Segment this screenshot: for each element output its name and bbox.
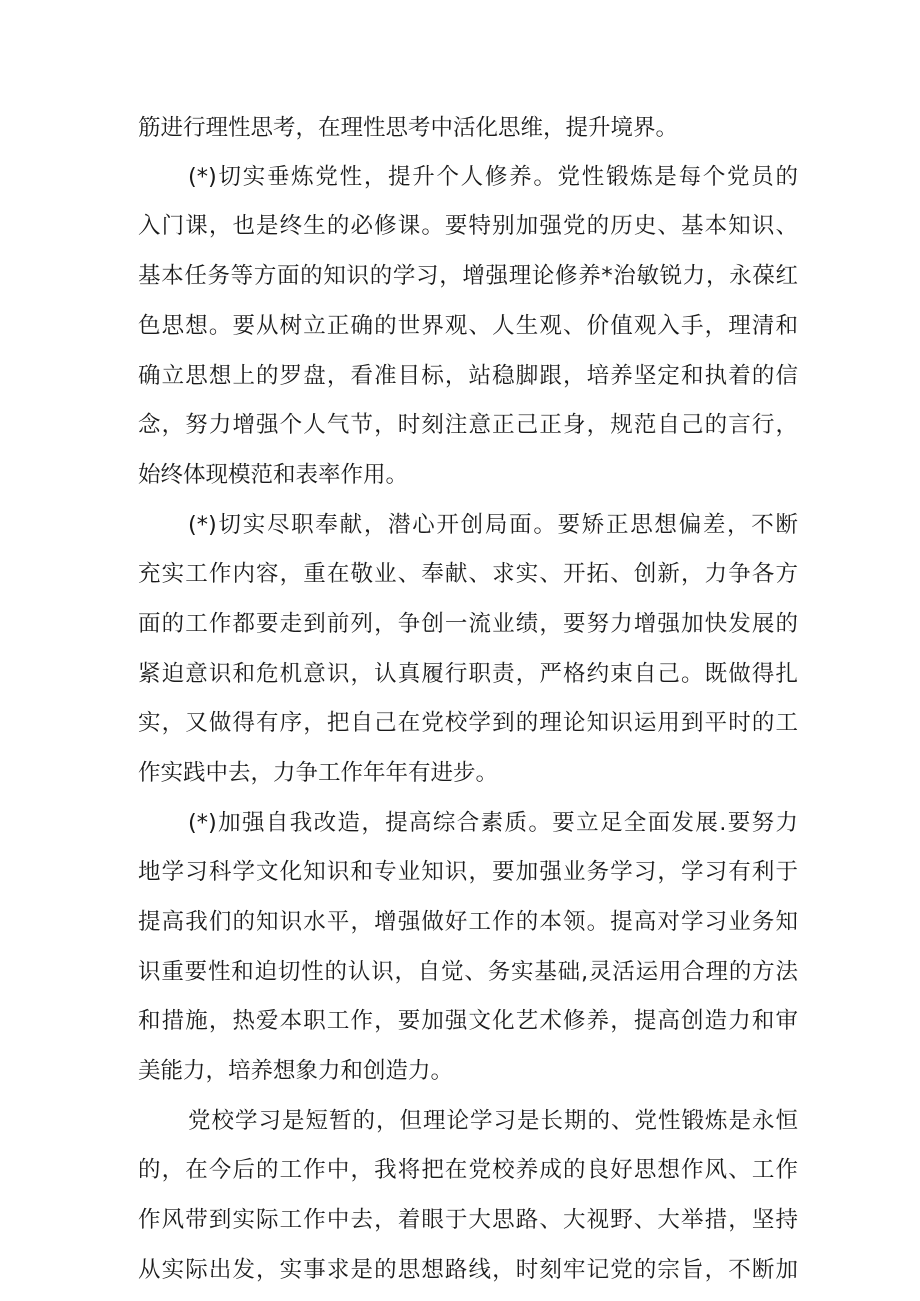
paragraph-line: 实，又做得有序，把自己在党校学到的理论知识运用到平时的工: [138, 710, 798, 736]
paragraph-line: 入门课，也是终生的必修课。要特别加强党的历史、基本知识、: [138, 213, 798, 239]
paragraph-line: 确立思想上的罗盘，看准目标，站稳脚跟，培养坚定和执着的信: [138, 363, 798, 389]
paragraph-line: 地学习科学文化知识和专业知识，要加强业务学习，学习有利于: [138, 859, 798, 885]
paragraph-line: 提高我们的知识水平，增强做好工作的本领。提高对学习业务知: [138, 909, 798, 935]
paragraph-line: 充实工作内容，重在敬业、奉献、求实、开拓、创新，力争各方: [138, 561, 798, 587]
paragraph-line: 始终体现模范和表率作用。: [138, 462, 409, 488]
paragraph-line: 识重要性和迫切性的认识，自觉、务实基础,灵活运用合理的方法: [138, 959, 798, 985]
paragraph-line: 的，在今后的工作中，我将把在党校养成的良好思想作风、工作: [138, 1157, 798, 1183]
paragraph-line: 从实际出发，实事求是的思想路线，时刻牢记党的宗旨，不断加: [138, 1257, 798, 1283]
paragraph-line: 紧迫意识和危机意识，认真履行职责，严格约束自己。既做得扎: [138, 661, 798, 687]
paragraph-line: 美能力，培养想象力和创造力。: [138, 1058, 454, 1084]
paragraph-line: 作风带到实际工作中去，着眼于大思路、大视野、大举措，坚持: [138, 1207, 798, 1233]
paragraph-line: (*)切实垂炼党性，提升个人修养。党性锻炼是每个党员的: [188, 164, 798, 190]
paragraph-line: 作实践中去，力争工作年年有进步。: [138, 760, 499, 786]
paragraph-line: (*)加强自我改造，提高综合素质。要立足全面发展.要努力: [188, 810, 798, 836]
paragraph-line: 色思想。要从树立正确的世界观、人生观、价值观入手，理清和: [138, 313, 798, 339]
paragraph-line: 基本任务等方面的知识的学习，增强理论修养*治敏锐力，永葆红: [138, 263, 798, 289]
paragraph-line: 党校学习是短暂的，但理论学习是长期的、党性锻炼是永恒: [188, 1108, 798, 1134]
paragraph-line: (*)切实尽职奉献，潜心开创局面。要矫正思想偏差，不断: [188, 512, 798, 538]
paragraph-line: 和措施，热爱本职工作，要加强文化艺术修养，提高创造力和审: [138, 1008, 798, 1034]
paragraph-line: 念，努力增强个人气节，时刻注意正己正身，规范自己的言行，: [138, 412, 798, 438]
paragraph-line: 面的工作都要走到前列，争创一流业绩，要努力增强加快发展的: [138, 611, 798, 637]
paragraph-line: 筋进行理性思考，在理性思考中活化思维，提升境界。: [138, 115, 679, 141]
